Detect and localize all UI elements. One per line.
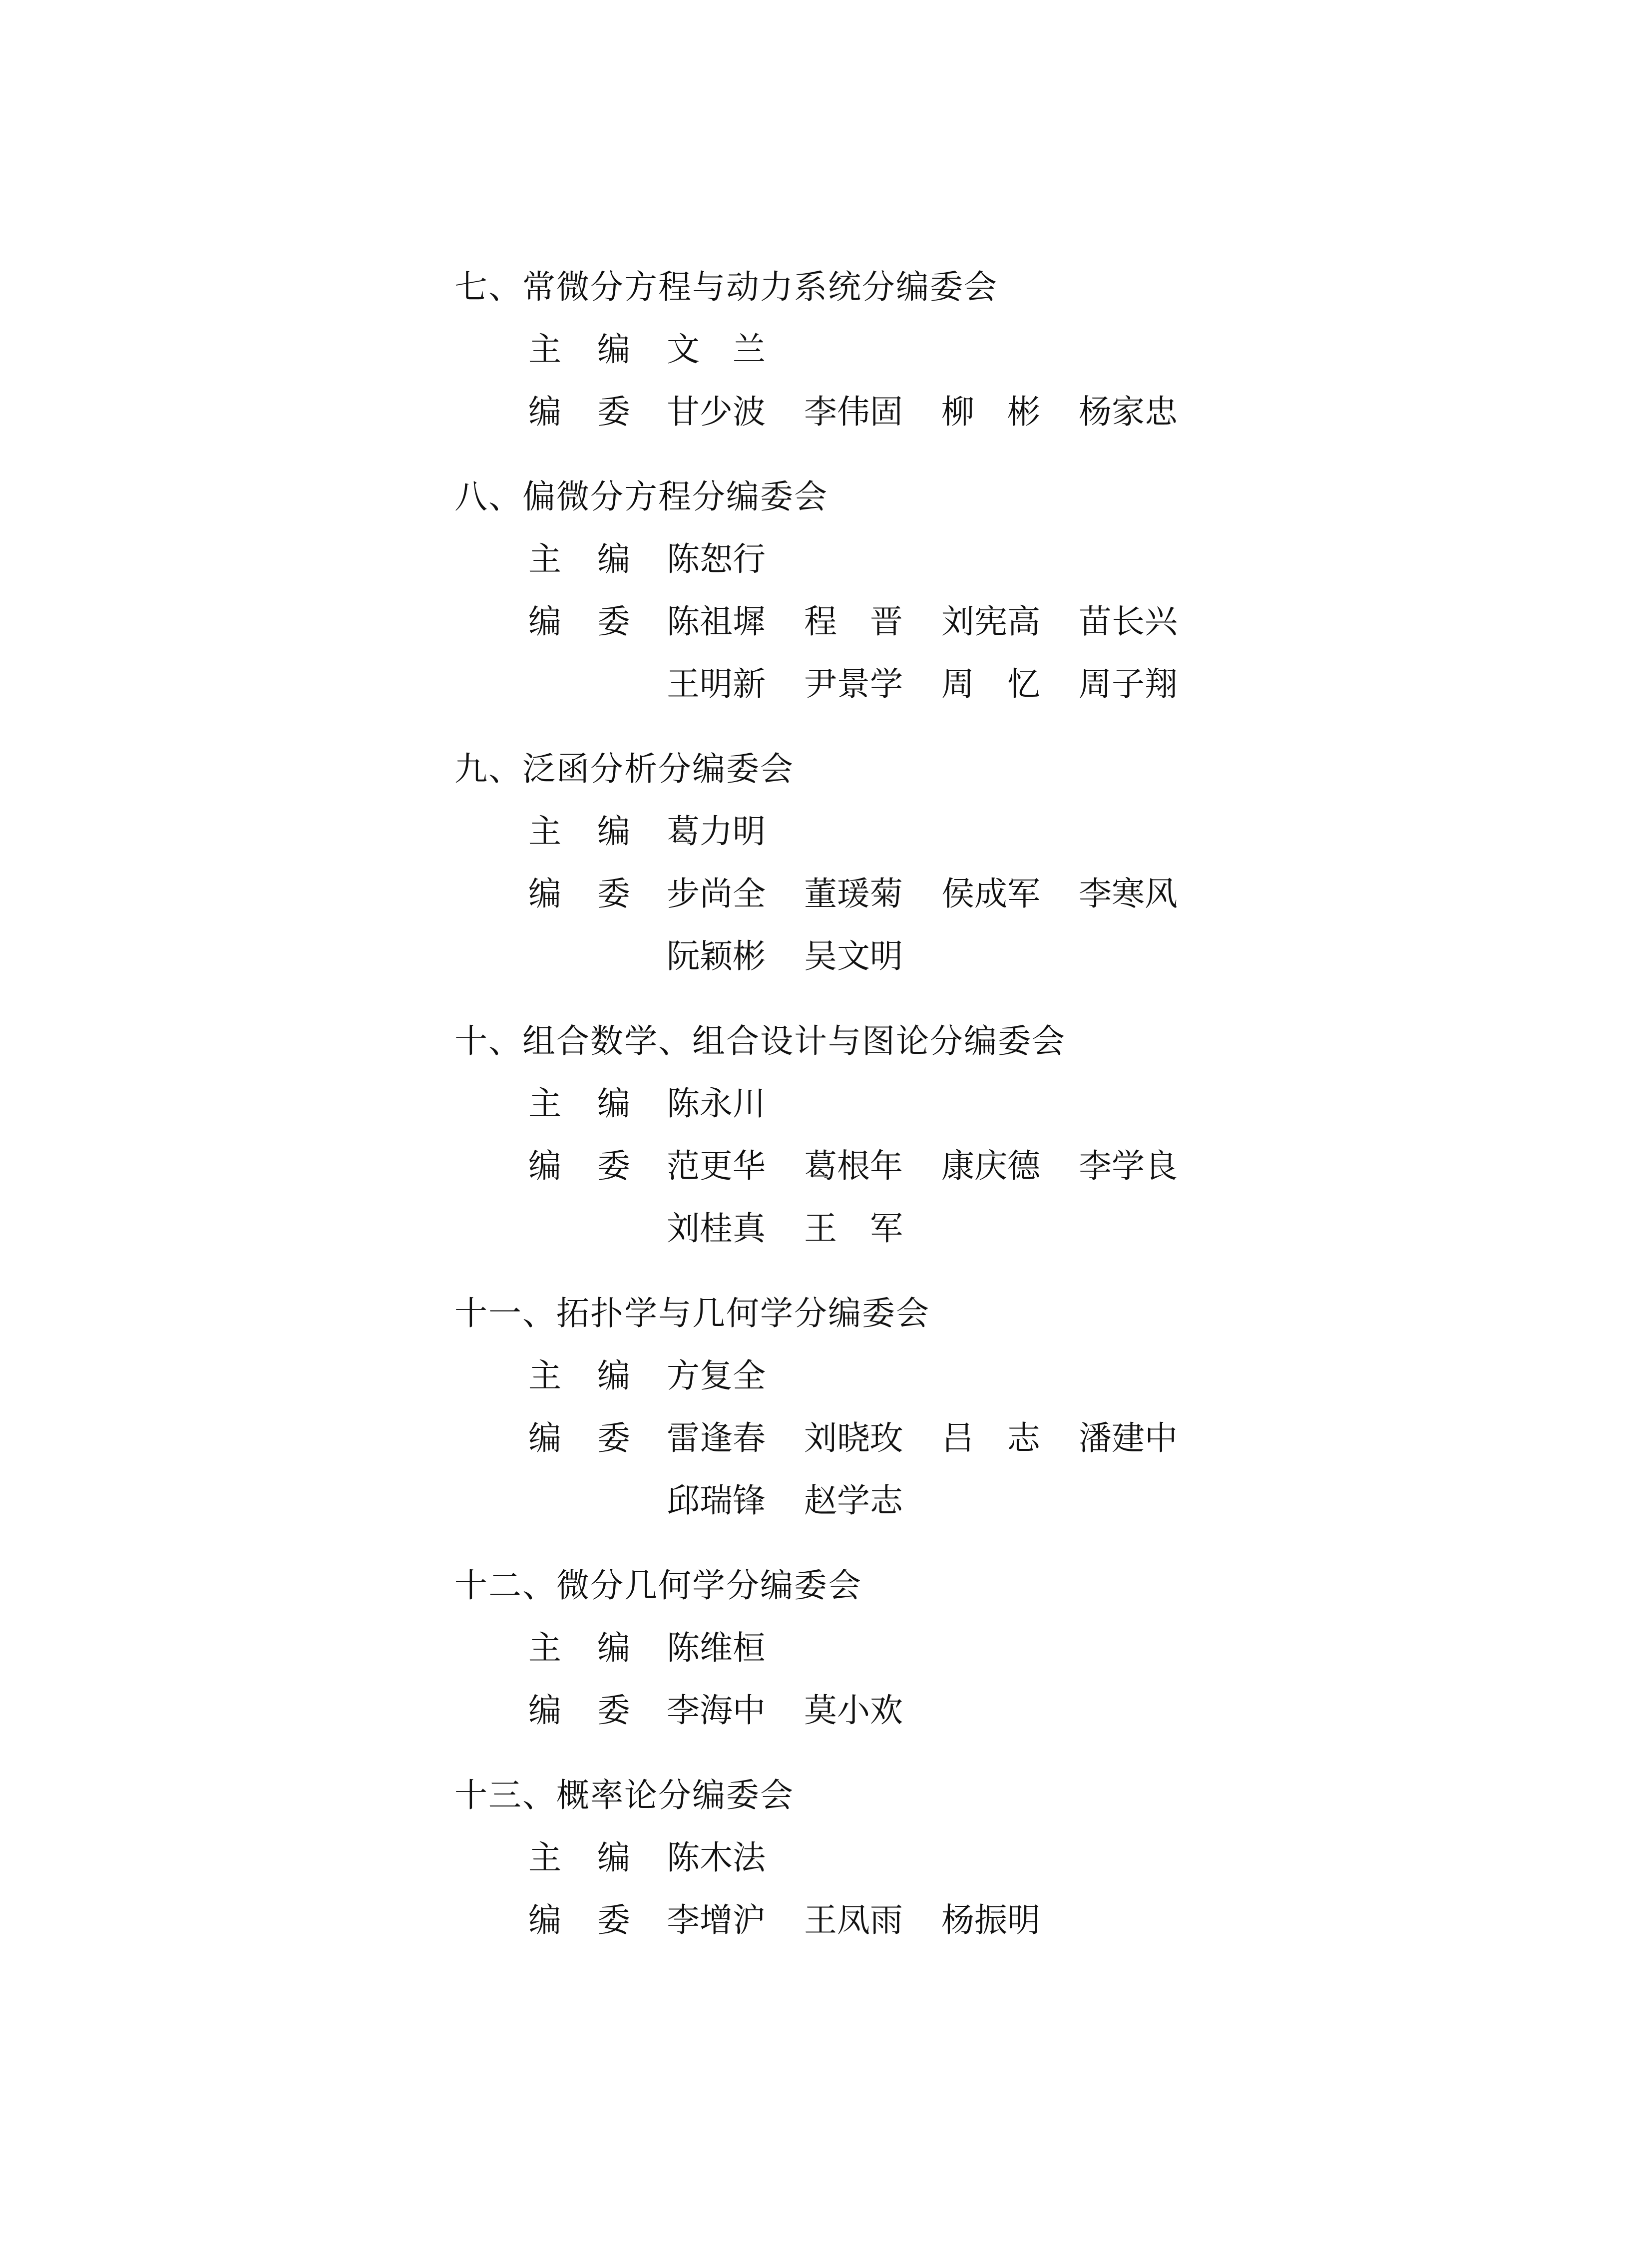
member-name: 莫小欢 <box>804 1691 903 1730</box>
member-name: 赵学志 <box>804 1481 903 1520</box>
member-name: 李增沪 <box>667 1901 766 1939</box>
role-label-char: 编 <box>597 812 630 851</box>
role-label-char: 主 <box>528 1629 561 1667</box>
member-row <box>0 1418 1652 1458</box>
member-name: 葛力明 <box>667 812 766 851</box>
member-name: 康庆德 <box>941 1147 1040 1185</box>
member-name: 陈维桓 <box>667 1629 766 1667</box>
member-name: 阮颖彬 <box>667 937 766 975</box>
member-name: 程 晋 <box>804 602 903 641</box>
role-label-char: 委 <box>597 1147 630 1185</box>
member-name: 雷逢春 <box>667 1419 766 1457</box>
role-label-char: 委 <box>597 602 630 641</box>
member-name: 陈木法 <box>667 1838 766 1877</box>
member-name: 侯成军 <box>941 875 1040 913</box>
role-label-char: 委 <box>597 393 630 431</box>
section-heading: 十、组合数学、组合设计与图论分编委会 <box>454 1022 1066 1060</box>
member-name: 王 军 <box>804 1209 903 1248</box>
section-heading: 七、常微分方程与动力系统分编委会 <box>454 268 998 306</box>
member-name: 陈恕行 <box>667 540 766 578</box>
section-heading: 十二、微分几何学分编委会 <box>454 1566 862 1605</box>
member-name: 柳 彬 <box>941 393 1040 431</box>
member-name: 陈祖墀 <box>667 602 766 641</box>
role-label-char: 编 <box>528 1419 561 1457</box>
member-name: 步尚全 <box>667 875 766 913</box>
role-label-char: 主 <box>528 1084 561 1123</box>
role-label-char: 委 <box>597 1691 630 1730</box>
member-name: 李寒风 <box>1079 875 1178 913</box>
member-row <box>0 1084 1652 1124</box>
role-label-char: 委 <box>597 1419 630 1457</box>
member-name: 刘宪高 <box>941 602 1040 641</box>
member-name: 陈永川 <box>667 1084 766 1123</box>
role-label-char: 编 <box>528 393 561 431</box>
member-name: 杨家忠 <box>1079 393 1178 431</box>
member-name: 吕 志 <box>941 1419 1040 1457</box>
member-name: 文 兰 <box>667 330 766 369</box>
member-name: 方复全 <box>667 1356 766 1395</box>
role-label-char: 编 <box>597 1629 630 1667</box>
role-label-char: 编 <box>597 540 630 578</box>
member-name: 王明新 <box>667 665 766 703</box>
member-row <box>0 874 1652 914</box>
role-label-char: 编 <box>528 1691 561 1730</box>
member-name: 范更华 <box>667 1147 766 1185</box>
member-row <box>0 1900 1652 1940</box>
role-label-char: 编 <box>528 875 561 913</box>
role-label-char: 主 <box>528 1838 561 1877</box>
member-name: 尹景学 <box>804 665 903 703</box>
member-name: 杨振明 <box>941 1901 1040 1939</box>
role-label-char: 主 <box>528 330 561 369</box>
role-label-char: 委 <box>597 1901 630 1939</box>
member-row <box>0 1356 1652 1396</box>
role-label-char: 编 <box>528 1901 561 1939</box>
member-name: 吴文明 <box>804 937 903 975</box>
member-row <box>0 664 1652 704</box>
member-name: 邱瑞锋 <box>667 1481 766 1520</box>
member-row <box>0 392 1652 432</box>
member-name: 刘晓玫 <box>804 1419 903 1457</box>
member-name: 董瑗菊 <box>804 875 903 913</box>
member-name: 周 忆 <box>941 665 1040 703</box>
role-label-char: 编 <box>528 1147 561 1185</box>
role-label-char: 主 <box>528 812 561 851</box>
member-row <box>0 1146 1652 1186</box>
member-row <box>0 602 1652 642</box>
member-name: 苗长兴 <box>1079 602 1178 641</box>
member-row <box>0 539 1652 579</box>
member-name: 王凤雨 <box>804 1901 903 1939</box>
member-row <box>0 1691 1652 1731</box>
role-label-char: 委 <box>597 875 630 913</box>
member-name: 甘少波 <box>667 393 766 431</box>
member-name: 刘桂真 <box>667 1209 766 1248</box>
role-label-char: 编 <box>597 1356 630 1395</box>
role-label-char: 编 <box>597 330 630 369</box>
role-label-char: 编 <box>528 602 561 641</box>
member-row <box>0 1209 1652 1249</box>
member-row <box>0 1481 1652 1521</box>
role-label-char: 主 <box>528 1356 561 1395</box>
role-label-char: 编 <box>597 1838 630 1877</box>
section-heading: 九、泛函分析分编委会 <box>454 750 794 788</box>
member-name: 潘建中 <box>1079 1419 1178 1457</box>
section-heading: 十一、拓扑学与几何学分编委会 <box>454 1294 930 1333</box>
member-row <box>0 330 1652 370</box>
member-row <box>0 1628 1652 1668</box>
member-name: 李海中 <box>667 1691 766 1730</box>
member-row <box>0 936 1652 976</box>
member-name: 李伟固 <box>804 393 903 431</box>
member-name: 葛根年 <box>804 1147 903 1185</box>
role-label-char: 编 <box>597 1084 630 1123</box>
section-heading: 十三、概率论分编委会 <box>454 1776 794 1814</box>
member-row <box>0 812 1652 852</box>
member-row <box>0 1838 1652 1878</box>
member-name: 周子翔 <box>1079 665 1178 703</box>
role-label-char: 主 <box>528 540 561 578</box>
section-heading: 八、偏微分方程分编委会 <box>454 477 828 516</box>
member-name: 李学良 <box>1079 1147 1178 1185</box>
